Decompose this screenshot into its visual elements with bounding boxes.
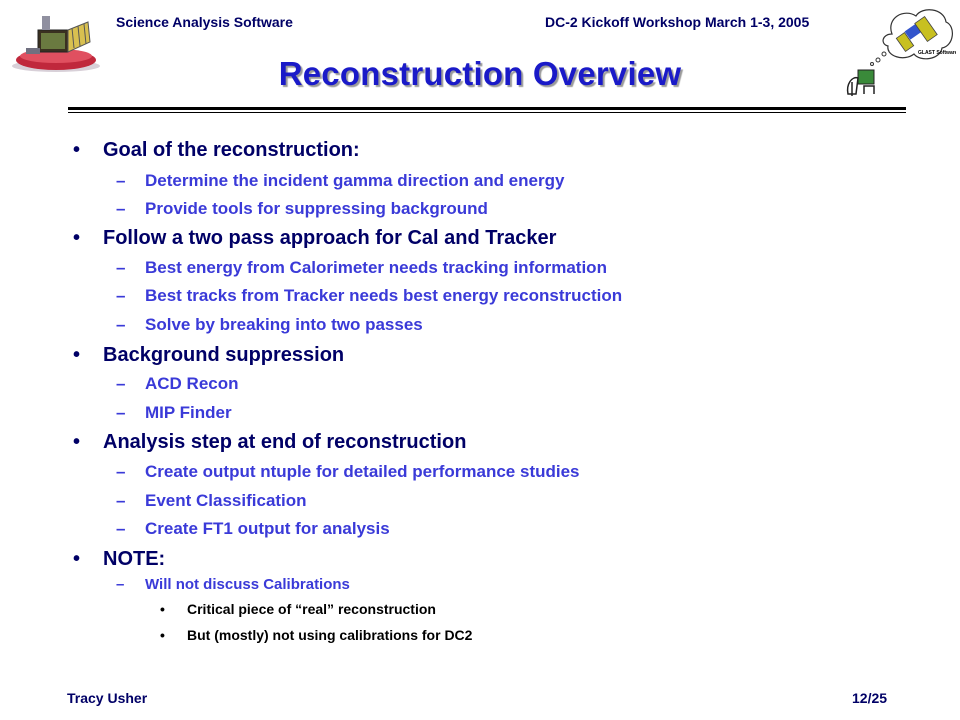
dash-mark: – xyxy=(116,374,126,393)
dash-mark: – xyxy=(116,258,126,277)
dash-mark: – xyxy=(116,519,126,538)
sub-bullet-1-2: Provide tools for suppressing background xyxy=(145,199,488,218)
bullet-mark: • xyxy=(73,139,81,161)
dash-mark: – xyxy=(116,315,126,334)
sub-bullet-3-1: ACD Recon xyxy=(145,374,239,393)
sub-bullet-5-1: Will not discuss Calibrations xyxy=(145,576,350,593)
dash-mark: – xyxy=(116,462,126,481)
bullet-3: Background suppression xyxy=(103,344,345,366)
sub-bullet-2-1: Best energy from Calorimeter needs tracking information xyxy=(145,258,607,277)
header-right: DC-2 Kickoff Workshop March 1-3, 2005 xyxy=(545,14,810,30)
sub-bullet-2-2: Best tracks from Tracker needs best energy reconstruction xyxy=(145,286,623,305)
bullet-mark: • xyxy=(73,431,81,453)
dash-mark: – xyxy=(116,171,126,190)
bullet-4: Analysis step at end of reconstruction xyxy=(103,431,467,453)
bullet-mark: • xyxy=(160,601,165,617)
dash-mark: – xyxy=(116,403,126,422)
page-title: Reconstruction Overview xyxy=(278,55,682,92)
sub-bullet-3-2: MIP Finder xyxy=(145,403,232,422)
sub-sub-bullet-5-2: But (mostly) not using calibrations for DC2 xyxy=(187,627,473,643)
glast-software-logo-icon xyxy=(840,4,956,100)
sub-bullet-4-1: Create output ntuple for detailed performance studies xyxy=(145,462,580,481)
bullet-2: Follow a two pass approach for Cal and Tracker xyxy=(103,227,557,249)
footer-page-number: 12/25 xyxy=(852,690,888,706)
dash-mark: – xyxy=(116,199,126,218)
title-rule xyxy=(68,107,906,110)
logo-text: GLAST Software xyxy=(918,50,956,56)
bullet-mark: • xyxy=(160,627,165,643)
sub-bullet-4-3: Create FT1 output for analysis xyxy=(145,519,390,538)
bullet-5: NOTE: xyxy=(103,548,166,570)
sub-bullet-1-1: Determine the incident gamma direction and energy xyxy=(145,171,565,190)
sub-bullet-4-2: Event Classification xyxy=(145,491,307,510)
sub-sub-bullet-5-1: Critical piece of “real” reconstruction xyxy=(187,601,436,617)
bullet-mark: • xyxy=(73,548,81,570)
dash-mark: – xyxy=(116,576,125,593)
title-rule-thin xyxy=(68,112,906,113)
bullet-mark: • xyxy=(73,344,81,366)
sub-bullet-2-3: Solve by breaking into two passes xyxy=(145,315,423,334)
dash-mark: – xyxy=(116,286,126,305)
header-left: Science Analysis Software xyxy=(116,14,293,30)
bullet-mark: • xyxy=(73,227,81,249)
dash-mark: – xyxy=(116,491,126,510)
bullet-1: Goal of the reconstruction: xyxy=(103,139,360,161)
footer-author: Tracy Usher xyxy=(67,690,148,706)
